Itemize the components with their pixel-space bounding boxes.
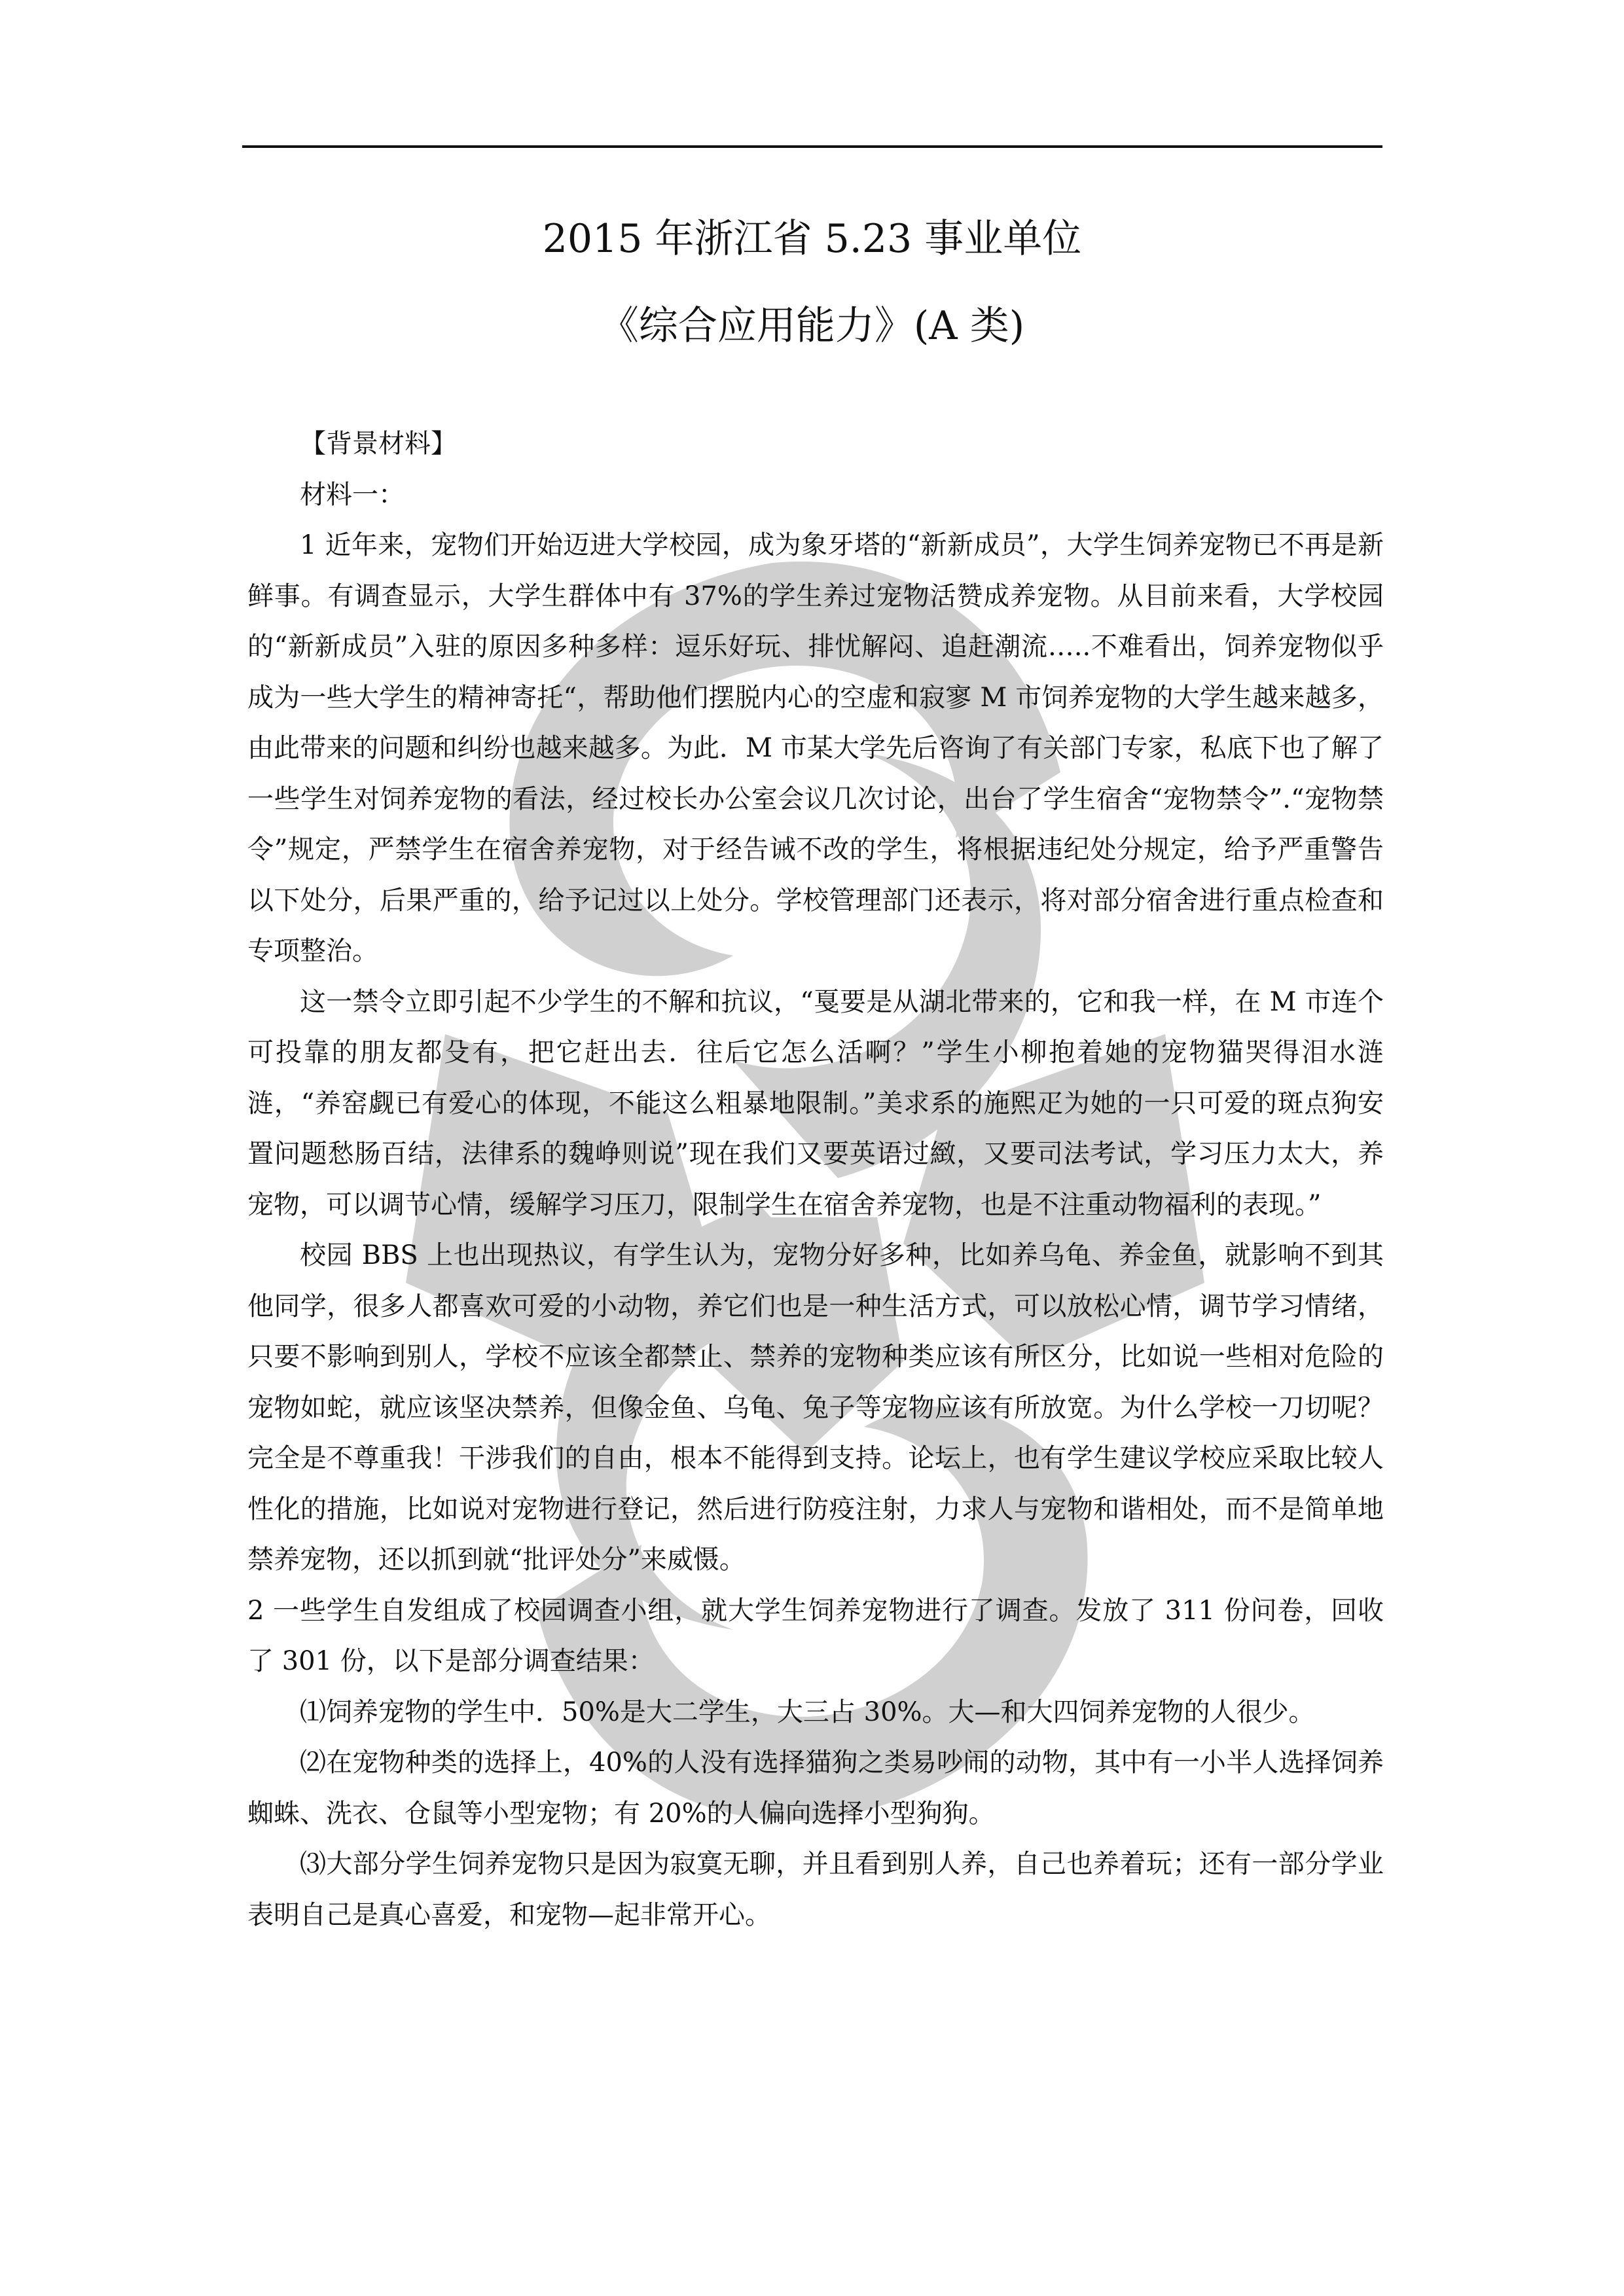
document-subtitle: 《综合应用能力》(A 类): [599, 303, 1025, 349]
paragraph: 这一禁令立即引起不少学生的不解和抗议，“戛要是从湖北带来的，它和我一样，在 M 市连个可投靠的朋友都殳有，把它赶出去．往后它怎么活啊？”学生小柳抱着她的宠物猫哭得泪水涟涟，“养窑觑已有爱心的体现，不能这么粗暴地限制。”美求系的施熙疋为她的一只可爱的斑点狗安置问题愁肠百结，法律系的魏峥则说”现在我们又要英语过緻，又要司法考试，学习压力太大，养宠物，可以调节心情，缓解学习压刀，限制学生在宿舍养宠物，也是不注重动物福利的表现。”: [247, 986, 1384, 1220]
survey-result-item: ⑶大部分学生饲养宠物只是因为寂寞无聊，并且看到别人养，自己也养着玩；还有一部分学业表明自己是真心喜爱，和宠物—起非常开心。: [247, 1849, 1384, 1930]
document-body: [247, 419, 1384, 1941]
paragraph: 1 近年来，宠物们开始迈进大学校园，成为象牙塔的“新新成员”，大学生饲养宠物已不再是新鲜事。有调查显示，大学生群体中有 37%的学生养过宠物活赞成养宠物。从目前来看，大学校园的“新新成员”入驻的原因多种多样：逗乐好玩、排忧解闷、追赶潮流…..不难看出，饲养宠物似乎成为一些大学生的精神寄托“，帮助他们摆脱内心的空虚和寂寥 M 市饲养宠物的大学生越来越多，由此带来的问题和纠纷也越来越多。为此．M 市某大学先后咨询了有关部门专家，私底下也了解了一些学生对饲养宠物的看法，经过校长办公室会议几次讨论，出台了学生宿舍“宠物禁令”.“宠物禁令”规定，严禁学生在宿舍养宠物，对于经告诫不改的学生，将根据违纪处分规定，给予严重警告以下处分，后果严重的，给予记过以上处分。学校管理部门还表示，将对部分宿舍进行重点检查和专项整治。: [247, 530, 1384, 966]
material-heading: 材料一：: [300, 479, 405, 510]
survey-result-item: ⑵在宠物种类的选择上，40%的人没有选择猫狗之类易吵闹的动物，其中有一小半人选择饲养蜘蛛、洗衣、仓鼠等小型宠物；有 20%的人偏向选择小型狗狗。: [247, 1748, 1384, 1829]
section-heading: 【背景材料】: [300, 429, 457, 459]
paragraph: 2 一些学生自发组成了校园调查小组，就大学生饲养宠物进行了调查。发放了 311 份问卷，回收了 301 份，以下是部分调查结果：: [247, 1595, 1384, 1676]
document-title: 2015 年浙江省 5.23 事业单位: [542, 216, 1082, 262]
header-rule: [242, 145, 1382, 148]
paragraph: 校园 BBS 上也出现热议，有学生认为，宠物分好多种，比如养乌龟、养金鱼，就影响不到其他同学，很多人都喜欢可爱的小动物，养它们也是一种生活方式，可以放松心情，调节学习情绪，只要不影响到别人，学校不应该全都禁止、禁养的宠物种类应该有所区分，比如说一些相对危险的宠物如蛇，就应该坚决禁养，但像金鱼、乌龟、兔子等宠物应该有所放宽。为什么学校一刀切呢？完全是不尊重我！干涉我们的自由，根本不能得到支持。论坛上，也有学生建议学校应采取比较人性化的措施，比如说对宠物进行登记，然后进行防疫注射，力求人与宠物和谐相处，而不是简单地禁养宠物，还以抓到就“批评处分”来威慑。: [247, 1240, 1384, 1575]
survey-result-item: ⑴饲养宠物的学生中．50%是大二学生，大三占 30%。大—和大四饲养宠物的人很少。: [300, 1696, 1315, 1727]
